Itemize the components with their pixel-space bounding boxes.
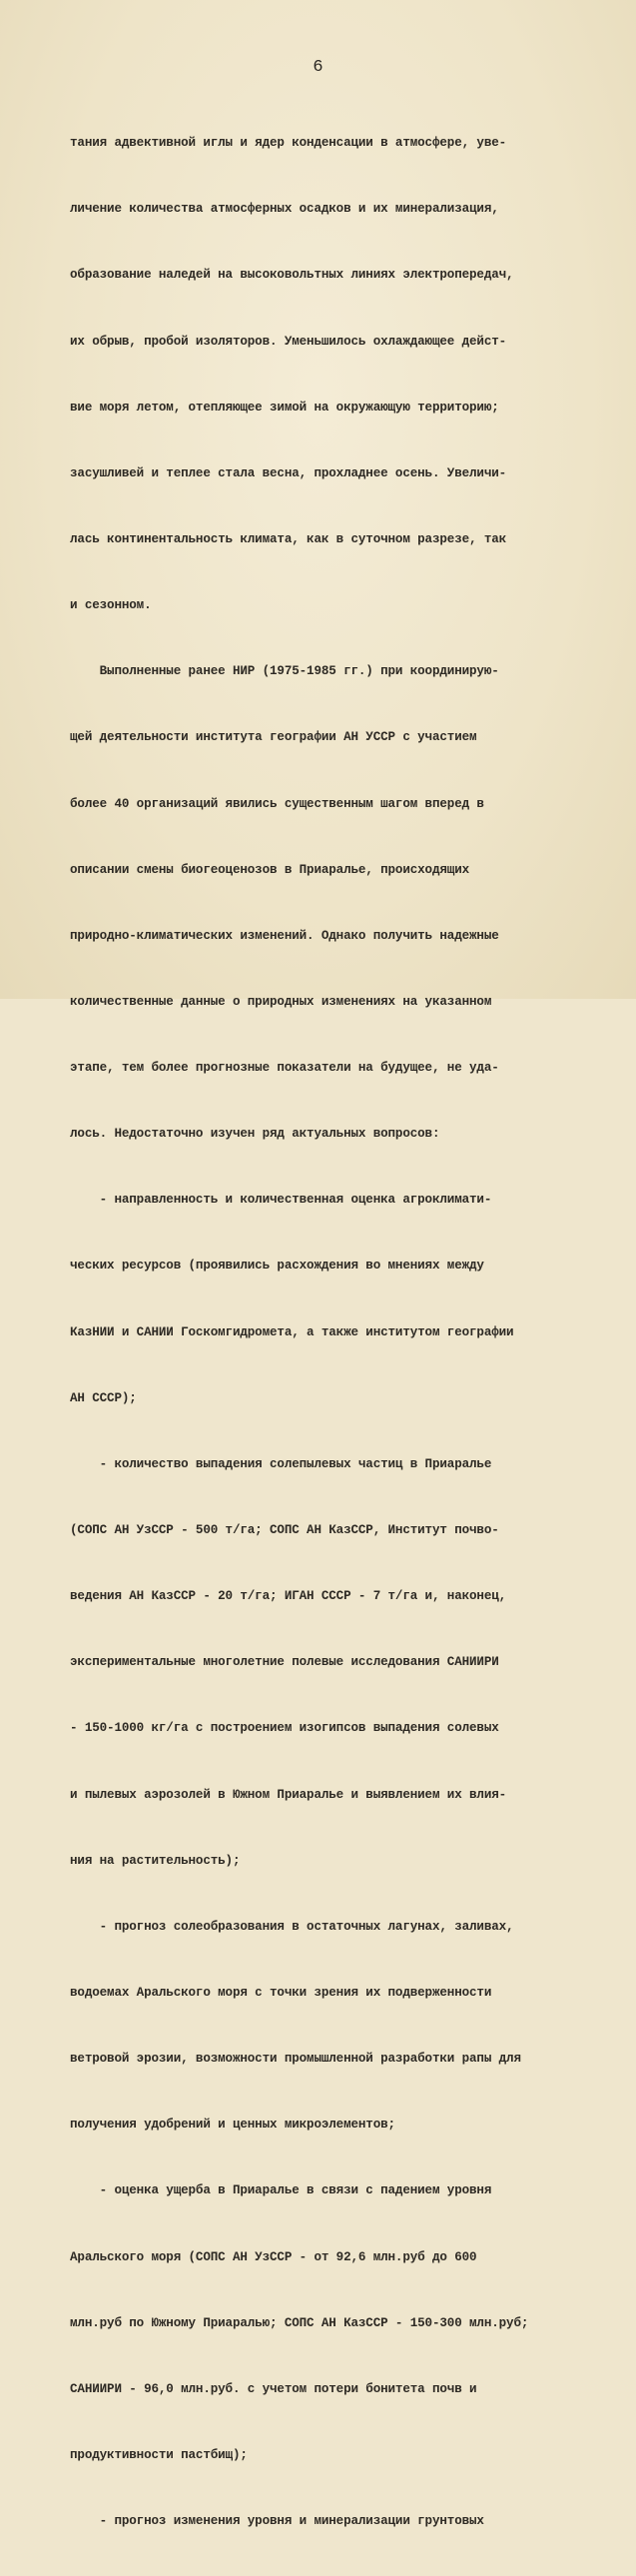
text-line: КазНИИ и САНИИ Госкомгидромета, а также институтом географии: [70, 1324, 514, 1339]
text-line: ческих ресурсов (проявились расхождения во мнениях между: [70, 1259, 484, 1274]
text-line: Выполненные ранее НИР (1975-1985 гг.) при координирую-: [70, 664, 499, 679]
text-line: описании смены биогеоценозов в Приаралье, происходящих: [70, 862, 470, 877]
text-line: - 150-1000 кг/га с построением изогипсов выпадения солевых: [70, 1721, 499, 1736]
text-line: - направленность и количественная оценка агроклимати-: [70, 1193, 492, 1208]
text-line: АН СССР);: [70, 1390, 137, 1405]
text-line: засушливей и теплее стала весна, прохладнее осень. Увеличи-: [70, 465, 507, 480]
body-text: [70, 88, 589, 2576]
text-line: (СОПС АН УзССР - 500 т/га; СОПС АН КазССР, Институт почво-: [70, 1523, 499, 1538]
text-line: лось. Недостаточно изучен ряд актуальных вопросов:: [70, 1127, 440, 1142]
text-line: САНИИРИ - 96,0 млн.руб. с учетом потери бонитета почв и: [70, 2381, 477, 2396]
text-line: Аральского моря (СОПС АН УзССР - от 92,6 млн.руб до 600: [70, 2249, 477, 2264]
text-line: экспериментальные многолетние полевые исследования САНИИРИ: [70, 1655, 499, 1670]
text-line: - прогноз изменения уровня и минерализации грунтовых: [70, 2514, 484, 2529]
text-line: щей деятельности института географии АН УССР с участием: [70, 730, 477, 745]
text-line: ния на растительность);: [70, 1853, 241, 1868]
text-line: ветровой эрозии, возможности промышленной разработки рапы для: [70, 2052, 521, 2067]
text-line: лась континентальность климата, как в суточном разрезе, так: [70, 531, 507, 546]
text-line: образование наледей на высоковольтных линиях электропередач,: [70, 268, 514, 283]
text-line: - количество выпадения солепылевых частиц в Приаралье: [70, 1456, 492, 1471]
text-line: водоемах Аральского моря с точки зрения их подверженности: [70, 1986, 492, 2001]
text-line: и сезонном.: [70, 598, 152, 613]
text-line: вие моря летом, отепляющее зимой на окружающую территорию;: [70, 400, 499, 415]
text-line: этапе, тем более прогнозные показатели на будущее, не уда-: [70, 1061, 499, 1076]
text-line: получения удобрений и ценных микроэлементов;: [70, 2118, 395, 2133]
page-number: 6: [313, 58, 323, 77]
text-line: продуктивности пастбищ);: [70, 2448, 248, 2463]
text-line: тания адвективной иглы и ядер конденсации в атмосфере, уве-: [70, 136, 507, 151]
text-line: их обрыв, пробой изоляторов. Уменьшилось охлаждающее дейст-: [70, 334, 507, 349]
text-line: и пылевых аэрозолей в Южном Приаралье и выявлением их влия-: [70, 1787, 507, 1802]
text-line: ведения АН КазССР - 20 т/га; ИГАН СССР - 7 т/га и, наконец,: [70, 1589, 507, 1604]
text-line: более 40 организаций явились существенным шагом вперед в: [70, 796, 484, 811]
text-line: личение количества атмосферных осадков и их минерализация,: [70, 202, 499, 217]
text-line: - прогноз солеобразования в остаточных лагунах, заливах,: [70, 1919, 514, 1934]
text-line: количественные данные о природных изменениях на указанном: [70, 994, 492, 1009]
text-line: природно-климатических изменений. Однако получить надежные: [70, 928, 499, 943]
text-line: - оценка ущерба в Приаралье в связи с падением уровня: [70, 2183, 492, 2198]
text-line: млн.руб по Южному Приаралью; СОПС АН КазССР - 150-300 млн.руб;: [70, 2315, 529, 2330]
